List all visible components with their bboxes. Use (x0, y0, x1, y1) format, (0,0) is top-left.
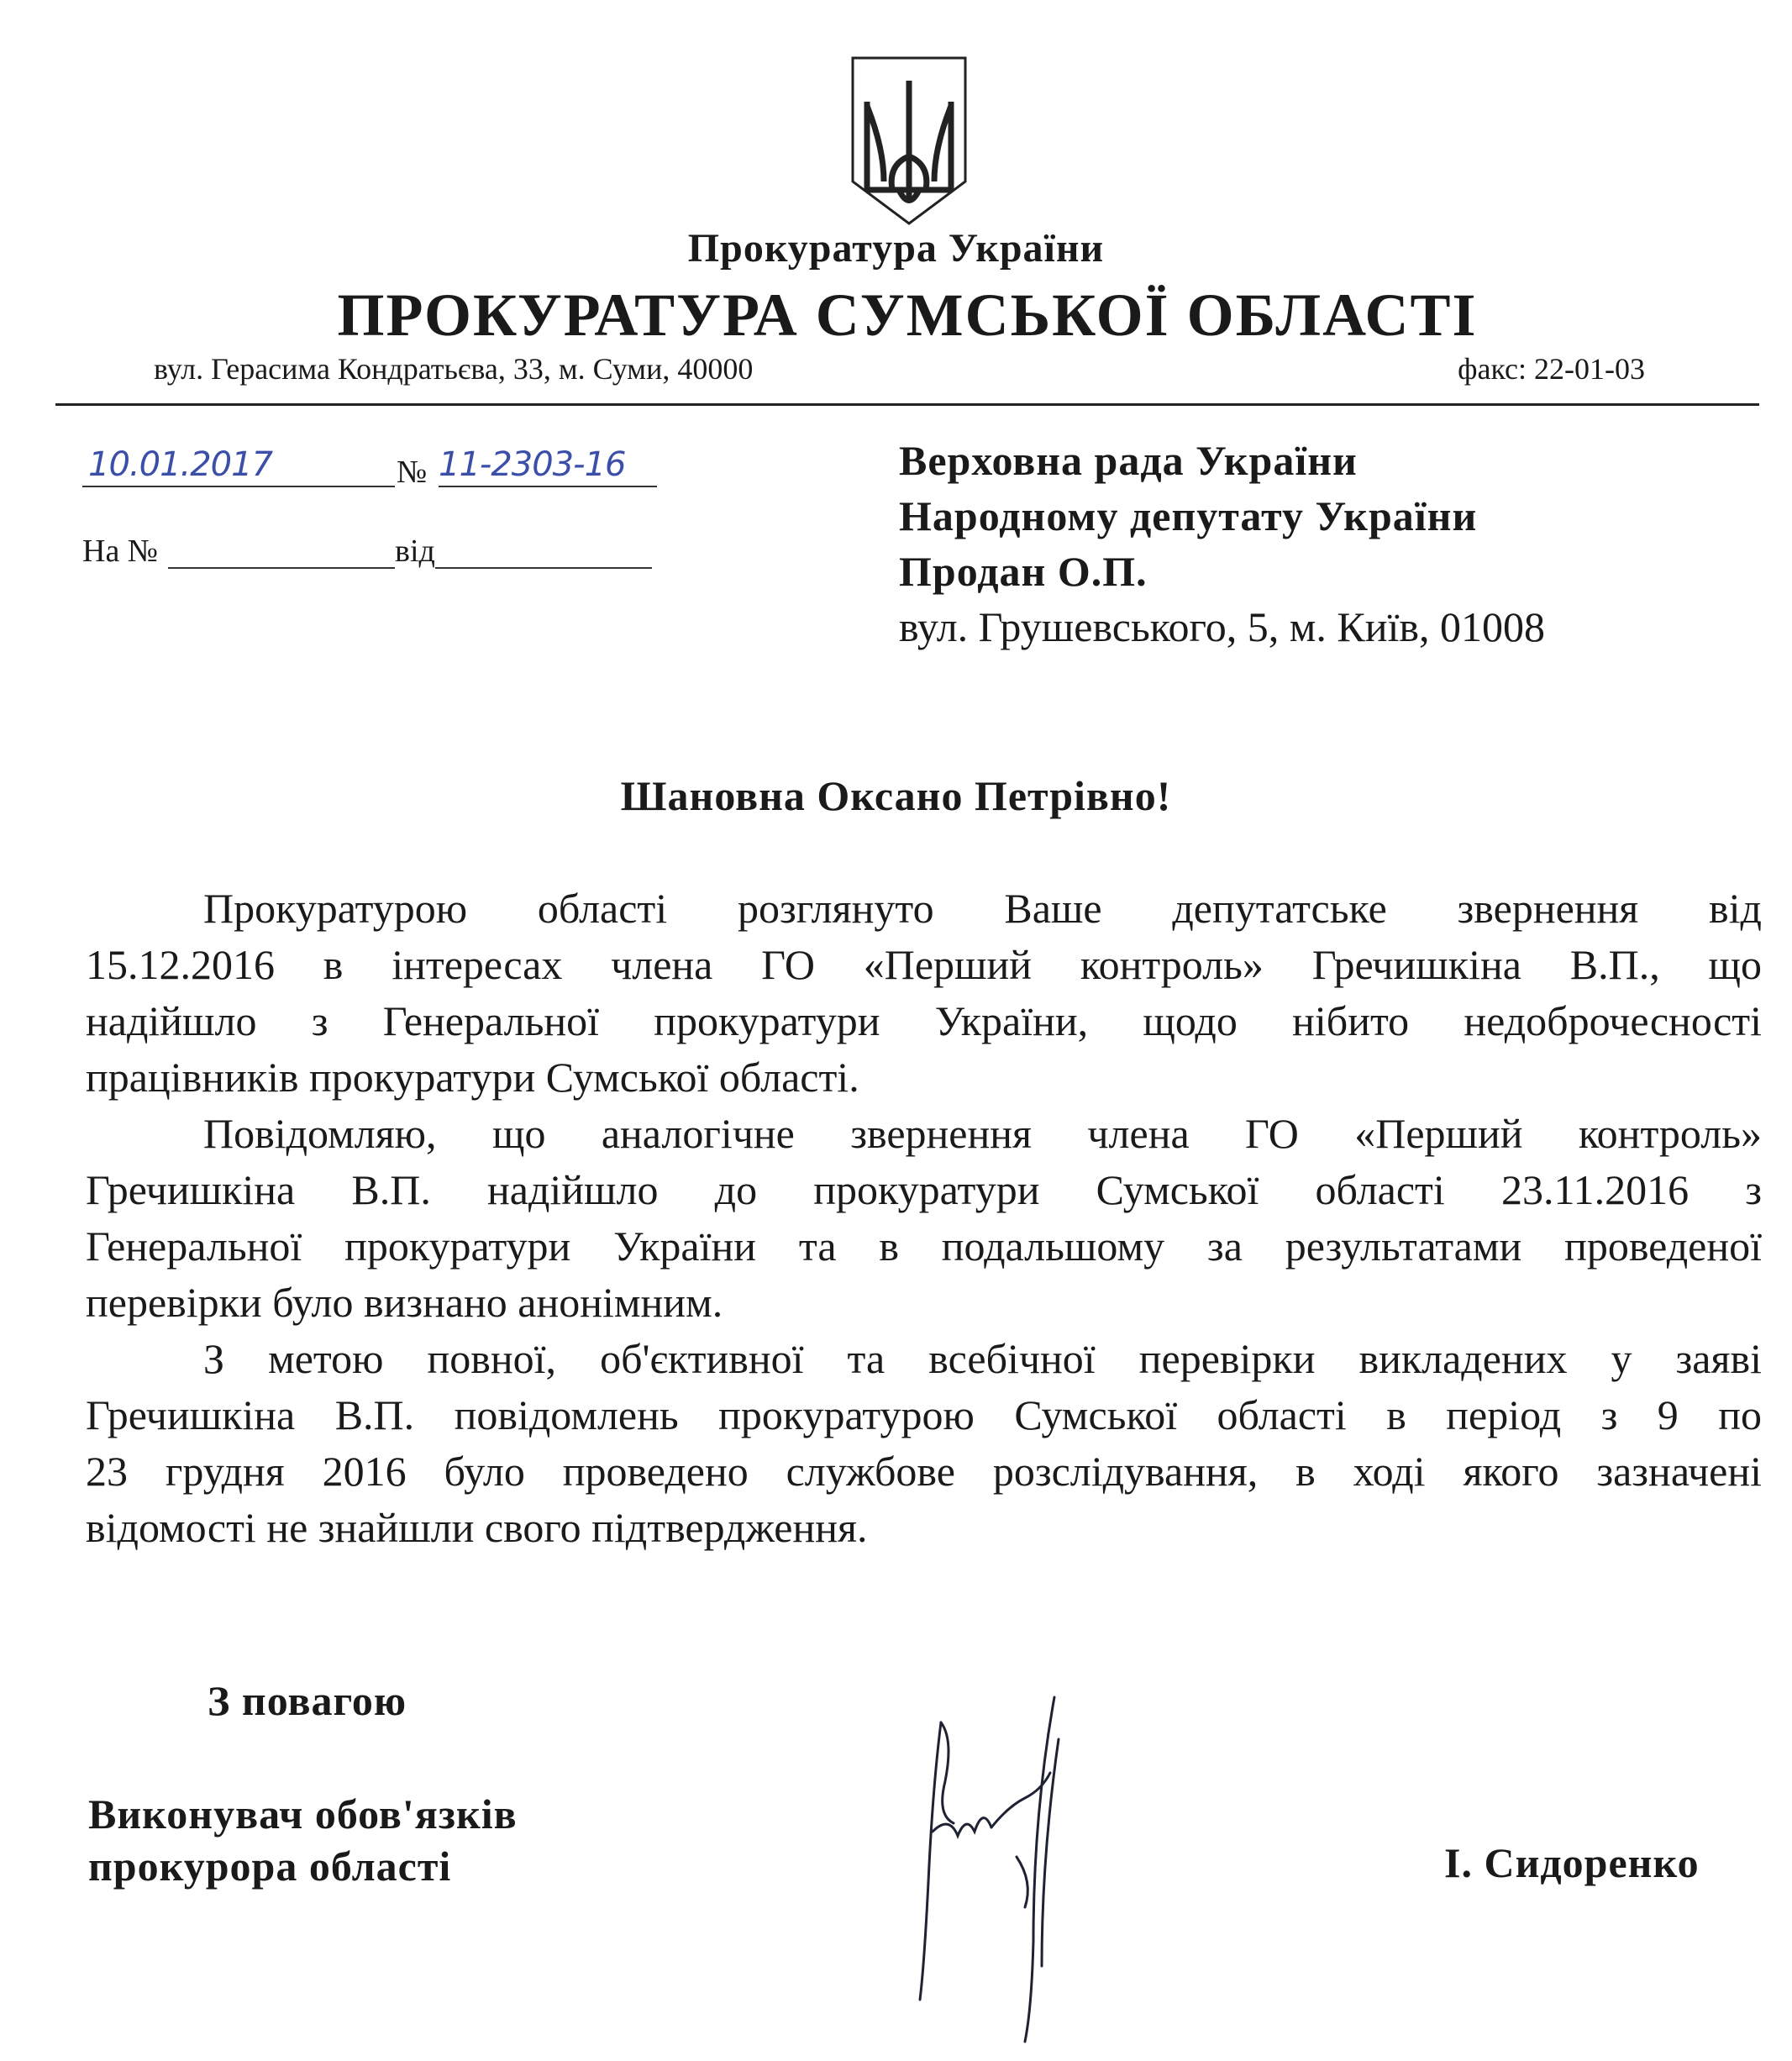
recipient-line: Верховна рада України (899, 437, 1358, 484)
reply-to-label: На № (82, 534, 159, 569)
org-address: вул. Герасима Кондратьєва, 33, м. Суми, 40000 (154, 352, 754, 386)
paragraph (86, 1331, 1762, 1556)
body-line: З метою повної, об'єктивної та всебічної перевірки викладених у заяві (203, 1335, 1762, 1382)
position-line: Виконувач обов'язків (88, 1790, 518, 1838)
header-divider (55, 403, 1759, 406)
recipient-line: Народному депутату України (899, 492, 1478, 539)
body-line: перевірки було визнано анонімним. (86, 1279, 723, 1326)
date-underline (82, 486, 395, 487)
body-line: 23 грудня 2016 було проведено службове розслідування, в ході якого зазначені (86, 1448, 1762, 1495)
body-line: Генеральної прокуратури України та в подальшому за результатами проведеної (86, 1222, 1762, 1270)
body-line: Прокуратурою області розглянуто Ваше депутатське звернення від (203, 885, 1762, 932)
reply-to-underline (168, 567, 395, 569)
paragraph (86, 881, 1762, 1106)
letter-body (86, 881, 1762, 1556)
number-underline (439, 486, 657, 487)
number-label: № (397, 455, 428, 490)
handwritten-signature-icon (907, 1689, 1075, 2050)
body-line: Гречишкіна В.П. повідомлень прокуратурою Сумської області в період з 9 по (86, 1391, 1762, 1438)
regards: З повагою (208, 1677, 407, 1724)
body-line: відомості не знайшли свого підтвердження. (86, 1504, 868, 1551)
outgoing-date: 10.01.2017 (88, 445, 273, 484)
body-line: працівників прокуратури Сумської області. (86, 1054, 859, 1101)
outgoing-number: 11-2303-16 (439, 445, 626, 484)
org-fax: факс: 22-01-03 (1458, 352, 1645, 386)
recipient-block (899, 433, 1545, 655)
recipient-address: вул. Грушевського, 5, м. Київ, 01008 (899, 603, 1546, 650)
paragraph (86, 1106, 1762, 1331)
from-label: від (395, 534, 435, 569)
signer-position (88, 1788, 518, 1892)
greeting: Шановна Оксано Петрівно! (620, 772, 1172, 819)
body-line: Повідомляю, що аналогічне звернення члена ГО «Перший контроль» (203, 1110, 1762, 1157)
org-parent-name: Прокуратура України (687, 226, 1105, 271)
trident-coat-of-arms-icon (850, 55, 968, 225)
body-line: надійшло з Генеральної прокуратури України, щодо нібито недоброчесності (86, 997, 1762, 1044)
org-title: ПРОКУРАТУРА СУМСЬКОЇ ОБЛАСТІ (337, 281, 1478, 349)
body-line: 15.12.2016 в інтересах члена ГО «Перший контроль» Гречишкіна В.П., що (86, 941, 1762, 988)
recipient-name: Продан О.П. (899, 548, 1148, 595)
body-line: Гречишкіна В.П. надійшло до прокуратури Сумської області 23.11.2016 з (86, 1166, 1762, 1213)
from-underline (435, 567, 652, 569)
signer-name: І. Сидоренко (1444, 1839, 1700, 1886)
position-line: прокурора області (88, 1843, 452, 1890)
